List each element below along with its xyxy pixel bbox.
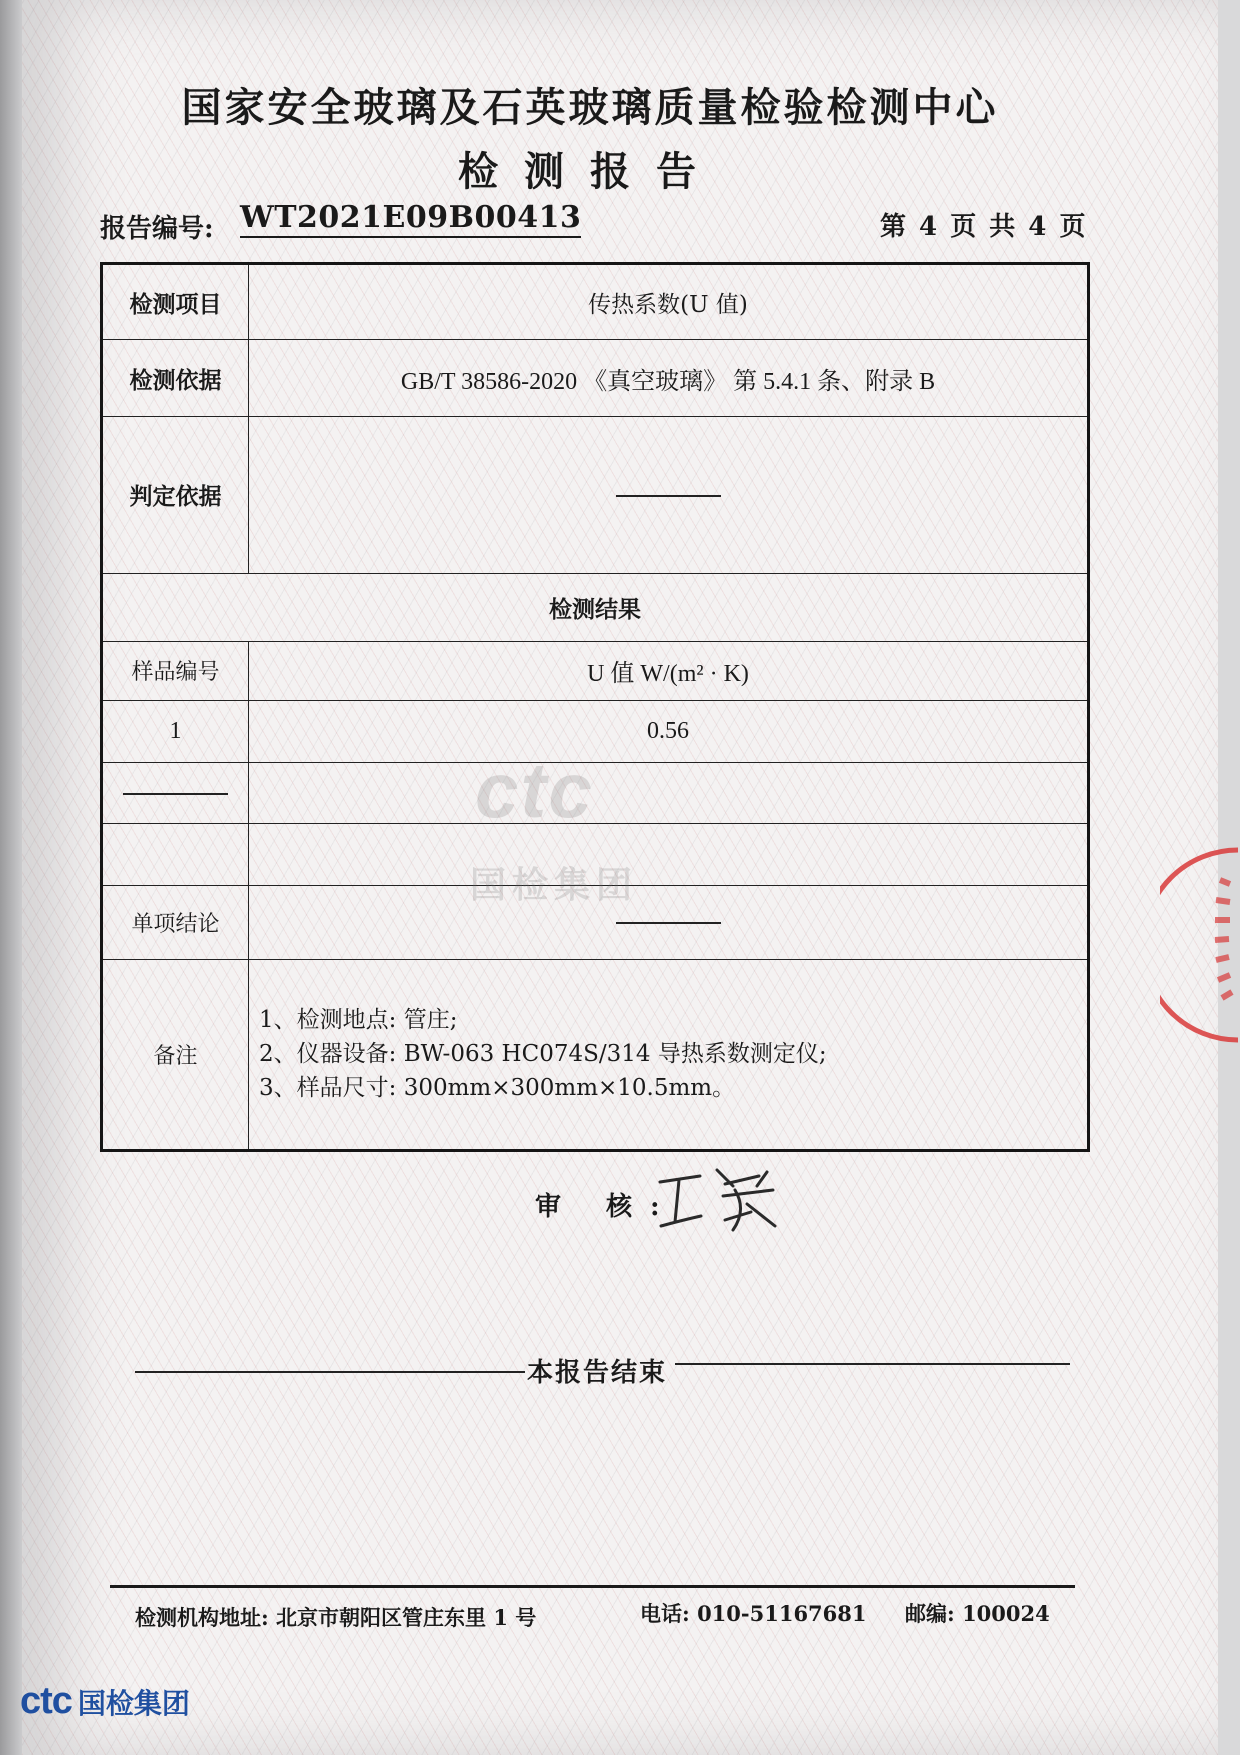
page-indicator: 第 4 页 共 4 页 [880, 212, 1088, 242]
judgment-basis-label: 判定依据 [102, 416, 249, 573]
footer-divider [110, 1585, 1075, 1588]
sample-number-empty [102, 762, 249, 824]
table-row [102, 762, 1089, 824]
watermark-logo: ctc [475, 746, 594, 834]
note-item: 3、样品尺寸: 300mm×300mm×10.5mm。 [259, 1075, 736, 1102]
table-row [102, 885, 1089, 959]
footer-phone: 电话: 010-51167681 [640, 1601, 867, 1626]
note-item: 2、仪器设备: BW-063 HC074S/314 导热系数测定仪; [259, 1041, 827, 1068]
test-item-value: 传热系数(U 值) [249, 264, 1089, 340]
end-divider-left [135, 1371, 525, 1373]
table-row [102, 824, 1089, 886]
u-value-empty [249, 824, 1089, 886]
test-basis-label: 检测依据 [102, 340, 249, 416]
table-row [102, 959, 1089, 1150]
table-row [102, 416, 1089, 573]
table-row [102, 573, 1089, 641]
ctc-logo: ctc [20, 1680, 72, 1722]
conclusion-label: 单项结论 [102, 885, 249, 959]
end-divider-right [675, 1363, 1070, 1365]
test-basis-value: GB/T 38586-2020 《真空玻璃》 第 5.4.1 条、附录 B [249, 340, 1089, 416]
sample-number: 1 [102, 701, 249, 763]
judgment-basis-value [249, 416, 1089, 573]
report-number: WT2021E09B00413 [240, 200, 581, 238]
page-title: 国家安全玻璃及石英玻璃质量检验检测中心 [181, 84, 999, 131]
note-item: 1、检测地点: 管庄; [259, 1007, 458, 1034]
footer-address: 检测机构地址: 北京市朝阳区管庄东里 1 号 [135, 1605, 537, 1630]
table-row [102, 701, 1089, 763]
conclusion-value [249, 885, 1089, 959]
table-row [102, 264, 1089, 340]
brand-mark [20, 1680, 190, 1723]
sample-number-empty [102, 824, 249, 886]
table-row [102, 641, 1089, 700]
notes-label: 备注 [102, 959, 249, 1150]
empty-dash [123, 793, 228, 795]
report-table [100, 262, 1090, 1152]
empty-dash [616, 495, 721, 497]
u-value: 0.56 [249, 701, 1089, 763]
report-end-text: 本报告结束 [527, 1358, 668, 1388]
footer-postcode: 邮编: 100024 [905, 1601, 1050, 1626]
test-item-label: 检测项目 [102, 264, 249, 340]
brand-name: 国检集团 [77, 1686, 190, 1720]
table-row [102, 340, 1089, 416]
notes-content [249, 959, 1089, 1150]
red-seal-stamp [1160, 840, 1240, 1050]
u-value-empty [249, 762, 1089, 824]
results-heading: 检测结果 [102, 573, 1089, 641]
review-label: 审 核: [535, 1192, 678, 1222]
u-value-header: U 值 W/(m² · K) [249, 641, 1089, 700]
watermark-text: 国检集团 [470, 865, 639, 906]
sample-number-header: 样品编号 [102, 641, 249, 700]
reviewer-signature [655, 1160, 795, 1240]
page-subtitle: 检测报告 [458, 148, 722, 195]
report-number-label: 报告编号: [100, 214, 214, 244]
empty-dash [616, 922, 721, 924]
